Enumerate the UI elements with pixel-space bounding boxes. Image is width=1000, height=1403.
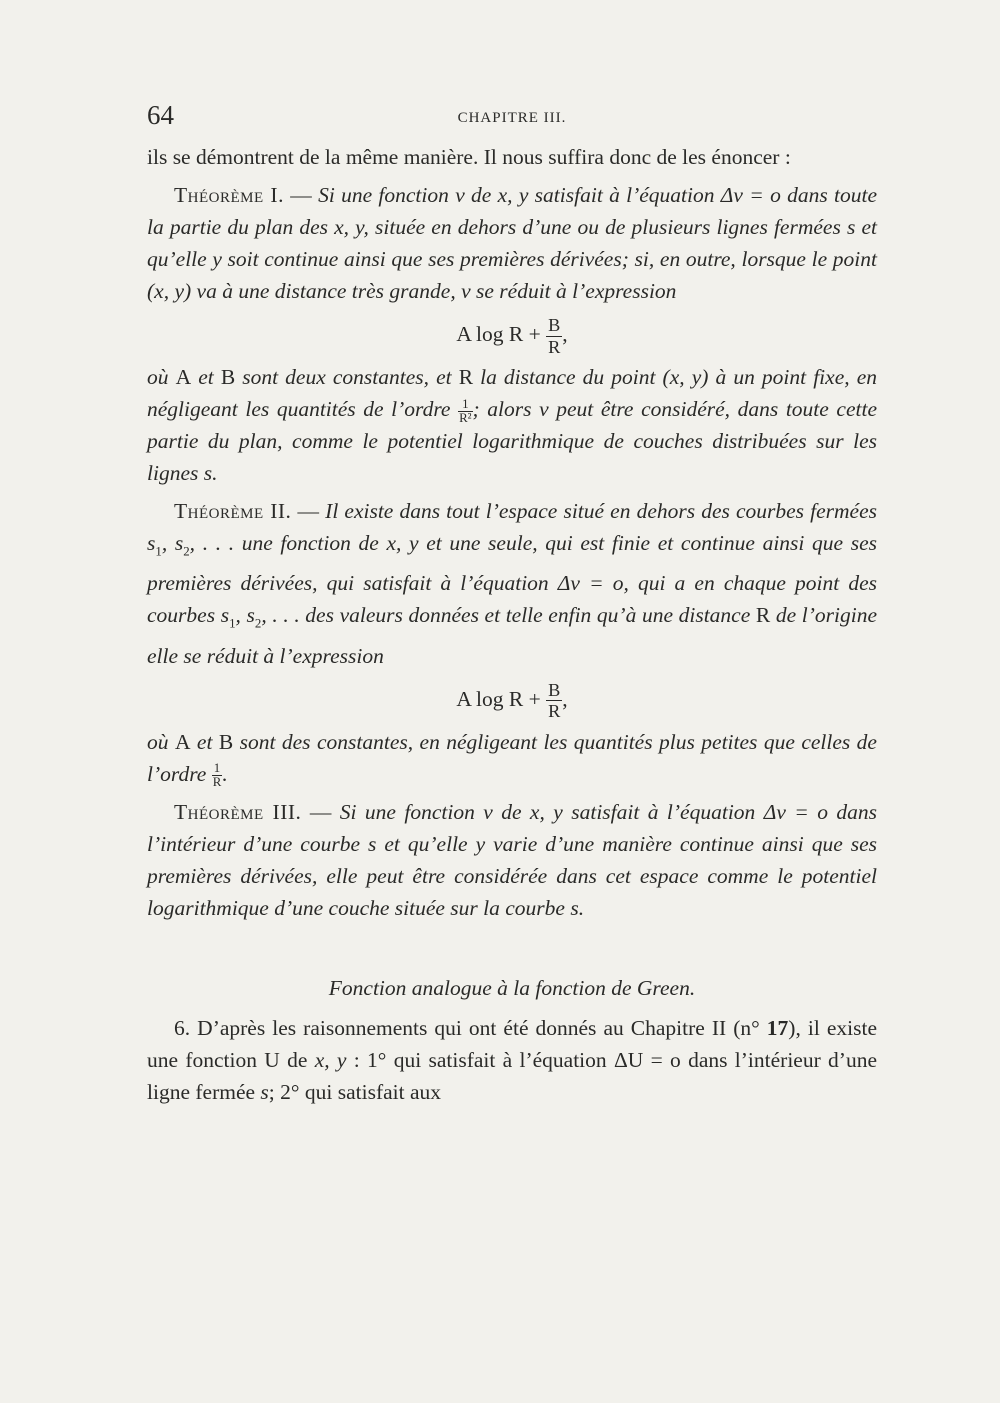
paragraph-6: 6. D’après les raisonnements qui ont été donnés au Chapitre II (n° 17), il existe une fonction U de x, y : 1° qui satisfait à l’équation ΔU = o dans l’intérieur d’une ligne fermée s; 2° qui satisfait aux [147, 1015, 877, 1104]
theorem-3: Théorème III. — Si une fonction v de x, y satisfait à l’équation Δv = o dans l’intérieur d’une courbe s et qu’elle y varie d’une manière continue ainsi que ses premières dérivées, elle peut être considérée dans cet espace comme le potentiel logarithmique d’une couche située sur la courbe s. [147, 799, 878, 920]
formula-1: A log R + $\frac{B}{R}$ , [456, 315, 568, 357]
inline-fraction: $\frac{1}{R}$ [212, 761, 222, 790]
theorem-1: Théorème I. — Si une fonction v de x, y satisfait à l’équation Δv = o dans toute la partie du plan des x, y, située en dehors d’une ou de plusieurs lignes fermées s et qu’elle y soit continue ainsi que ses premières dérivées; si, en outre, lorsque le point (x, y) va à une distance très grande, v se réduit à l’expression [147, 183, 878, 303]
fraction: $\frac{B}{R}$ [548, 679, 561, 722]
paragraph-intro: ils se démontrent de la même manière. Il nous suffira donc de les énoncer : [147, 145, 791, 169]
formula-2: A log R + $\frac{B}{R}$ , [456, 679, 568, 722]
inline-fraction: $\frac{1}{\text{R²}}$ [459, 396, 472, 425]
page-header [147, 100, 877, 140]
paragraph-number: 6. [174, 1015, 191, 1040]
theorem-2-label: Théorème II. [174, 499, 292, 523]
page-number: 64 [147, 100, 174, 130]
theorem-2-continued: où A et B sont des constantes, en négligeant les quantités plus petites que celles de l’ordre $\frac{1}{R}$ . [147, 729, 877, 790]
section-title: Fonction analogue à la fonction de Green. [328, 975, 696, 1000]
theorem-1-label: Théorème I. [174, 183, 284, 207]
page-body [147, 141, 877, 1108]
running-head: CHAPITRE III. [457, 110, 567, 126]
fraction: $\frac{B}{R}$ [548, 315, 561, 357]
theorem-3-label: Théorème III. [174, 799, 302, 824]
theorem-1-continued: où A et B sont deux constantes, et R la distance du point (x, y) à un point fixe, en négligeant les quantités de l’ordre $\frac{1}{\text{R²}}$ ; alors v peut être considéré, dans toute cette partie du plan, comme le potentiel logarithmique de couches distribuées sur les lignes s. [147, 365, 877, 485]
theorem-2: Théorème II. — Il existe dans tout l’espace situé en dehors des courbes fermées $s_1$, $s_2$, . . . une fonction de x, y et une seule, qui est finie et continue ainsi que ses premières dérivées, qui satisfait à l’équation Δv = o, qui a en chaque point des courbes $s_1$, $s_2$, . . . des valeurs données et telle enfin qu’à une distance R de l’origine elle se réduit à l’expression [147, 499, 878, 668]
